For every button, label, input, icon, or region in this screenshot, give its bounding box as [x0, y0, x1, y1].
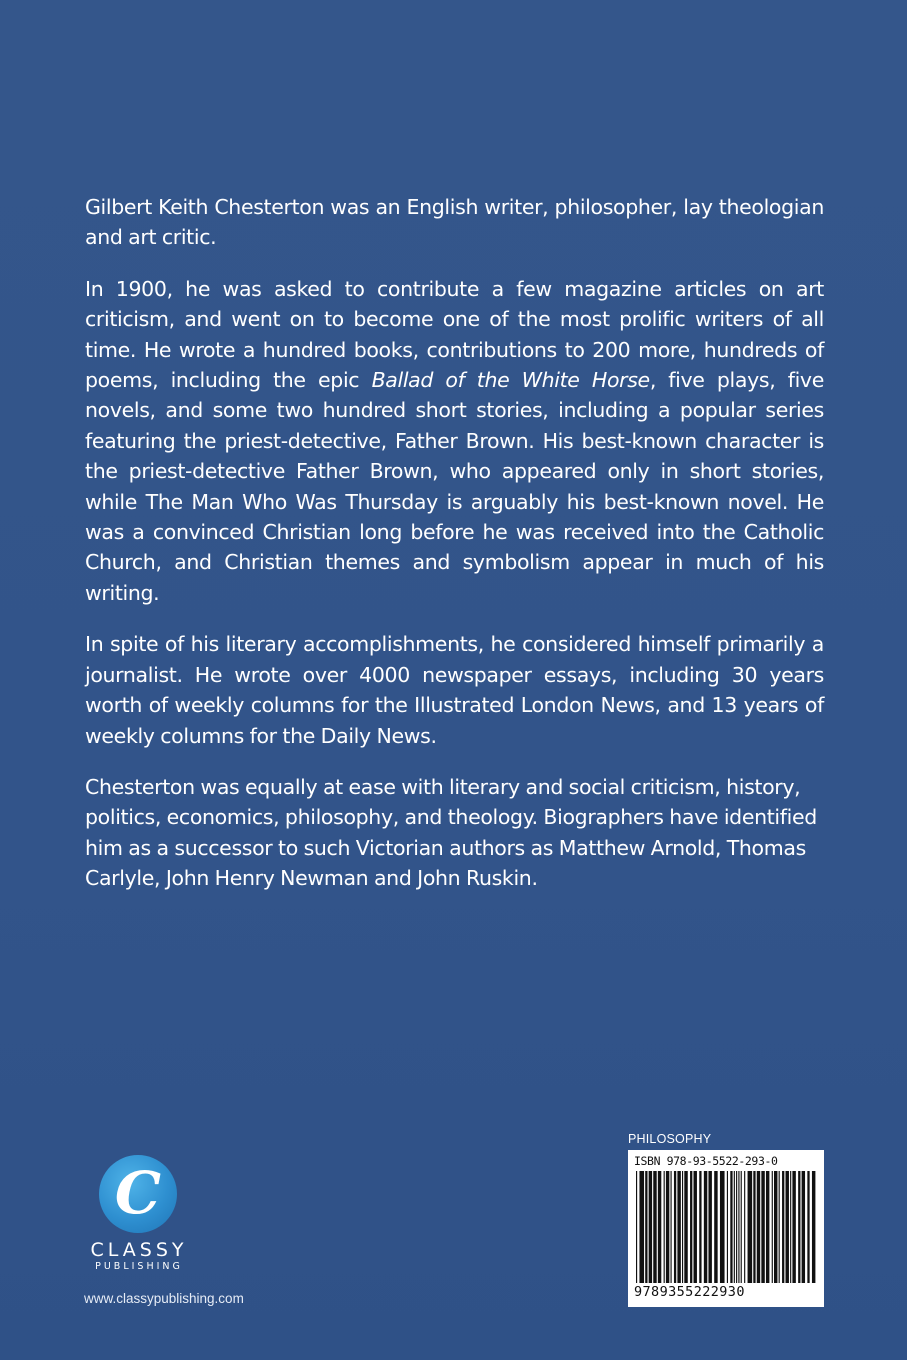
publisher-website: www.classypublishing.com [84, 1291, 244, 1306]
description-paragraph-4: Chesterton was equally at ease with literary and social criticism, history, politics, economics, philosophy, and theology. Biographers have identified him as a successor to such Victorian authors as Matthew Arnold, Thomas Carlyle, John Henry Newman and John Ruskin. [85, 774, 817, 891]
barcode-bar [766, 1171, 769, 1283]
book-description [85, 192, 824, 915]
barcode-bar [699, 1171, 701, 1283]
barcode-bar [753, 1171, 755, 1283]
barcode-bar [741, 1171, 742, 1283]
barcode-bar [727, 1171, 728, 1283]
barcode-bar [708, 1171, 711, 1283]
barcode-bar [645, 1171, 647, 1283]
barcode-bar [734, 1171, 735, 1283]
barcode-bar [677, 1171, 680, 1283]
barcode-bar [802, 1171, 805, 1283]
barcode-bar [730, 1171, 732, 1283]
barcode-bar [684, 1171, 687, 1283]
barcode-bar [714, 1171, 717, 1283]
barcode-bar [772, 1171, 773, 1283]
barcode-bar [807, 1171, 809, 1283]
book-title-italic: Ballad of the White Horse [371, 368, 650, 393]
logo-circle-icon [99, 1155, 177, 1233]
description-text: , five plays, five novels, and some two hundred short stories, including a popular series featuring the priest-detective, Father Brown. His best-known character is the priest-detective Father Brown, who appeared only in short stories, while The Man Who Was Thursday is arguably his best-known novel. He was a convinced Christian long before he was received into the Catholic Church, and Christian themes and symbolism appear in much of his writing. [85, 368, 824, 605]
barcode-bar [744, 1171, 745, 1283]
barcode-bars-icon [634, 1171, 818, 1283]
barcode-bar [738, 1171, 739, 1283]
barcode-bar [671, 1171, 672, 1283]
barcode-bar [812, 1171, 815, 1283]
description-paragraph-1: Gilbert Keith Chesterton was an English writer, philosopher, lay theologian and art critic. [85, 195, 824, 250]
barcode-bar [666, 1171, 669, 1283]
barcode-bar [649, 1171, 652, 1283]
barcode-bar [748, 1171, 753, 1283]
barcode-bar [786, 1171, 789, 1283]
barcode-bar [694, 1171, 697, 1283]
barcode-bar [653, 1171, 656, 1283]
barcode-bar [682, 1171, 683, 1283]
barcode-bar [774, 1171, 777, 1283]
barcode-bar [639, 1171, 644, 1283]
barcode-bar [790, 1171, 791, 1283]
barcode-bar [690, 1171, 692, 1283]
barcode-bar [664, 1171, 665, 1283]
barcode-bar [704, 1171, 707, 1283]
description-paragraph-3: In spite of his literary accomplishments, he considered himself primarily a journalist. He wrote over 4000 newspaper essays, including 30 years worth of weekly columns for the Illustrated London News, and 13 years of weekly columns for the Daily News. [85, 632, 824, 748]
barcode-bar [761, 1171, 764, 1283]
barcode-bar [782, 1171, 784, 1283]
isbn-barcode [628, 1150, 824, 1307]
description-text: In 1900, he was asked to contribute a few magazine articles on art criticism, and went on to become one of the most prolific writers of all time. He wrote a hundred books, contributions to 200 more, hundreds of poems, including the epic [85, 276, 824, 393]
barcode-bar [798, 1171, 800, 1283]
publisher-logo [84, 1155, 194, 1275]
barcode-bar [720, 1171, 725, 1283]
barcode-bar [736, 1171, 737, 1283]
isbn-label: ISBN 978-93-5522-293-0 [634, 1154, 778, 1168]
barcode-bar [779, 1171, 780, 1283]
publisher-subtitle: PUBLISHING [95, 1261, 183, 1272]
barcode-bar [792, 1171, 795, 1283]
barcode-bar [658, 1171, 661, 1283]
logo-letter: C [114, 1159, 162, 1227]
barcode-bar [636, 1171, 637, 1283]
barcode-bar [674, 1171, 676, 1283]
book-category: PHILOSOPHY [628, 1132, 712, 1146]
barcode-digits: 9789355222930 [634, 1284, 745, 1300]
description-paragraph-2 [85, 274, 824, 608]
barcode-bar [757, 1171, 760, 1283]
publisher-name: CLASSY [90, 1239, 188, 1261]
